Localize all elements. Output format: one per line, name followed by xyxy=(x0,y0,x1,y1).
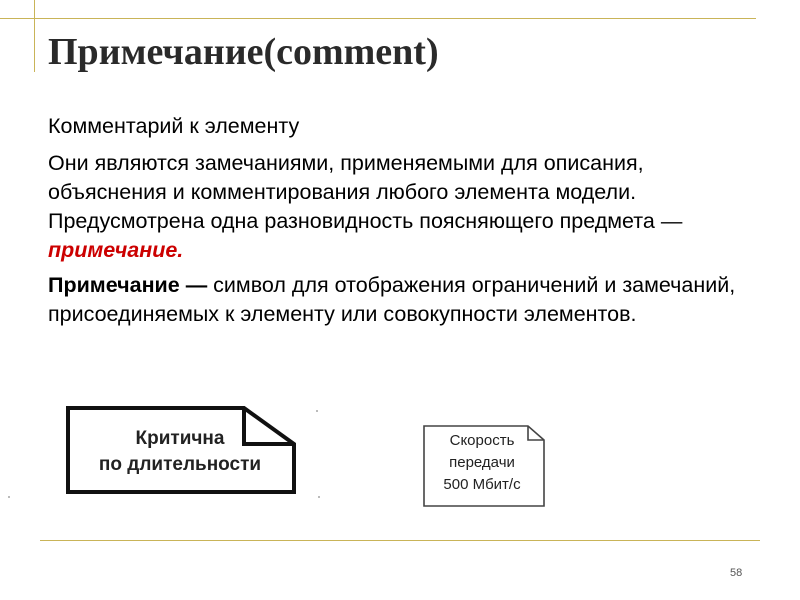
note-right-line2: передачи xyxy=(449,454,515,471)
note-right-line1: Скорость xyxy=(449,432,515,449)
top-rule xyxy=(0,18,756,19)
note-left-line2: по длительности xyxy=(98,454,262,475)
note-left-line1: Критична xyxy=(135,428,225,449)
note-symbol-speed xyxy=(420,424,548,513)
note-right-line3: 500 Мбит/с xyxy=(443,476,521,493)
paragraph-definition xyxy=(48,271,748,329)
bottom-rule xyxy=(40,540,760,541)
left-rule xyxy=(34,0,35,72)
page-number: 58 xyxy=(730,567,743,579)
slide-content xyxy=(48,112,748,335)
speck-dot xyxy=(318,496,320,498)
paragraph-description xyxy=(48,149,748,265)
accent-term: примечание. xyxy=(48,238,184,262)
slide-title: Примечание(comment) xyxy=(48,31,439,73)
subheading: Комментарий к элементу xyxy=(48,114,300,138)
speck-dot xyxy=(316,410,318,412)
note-symbol-critical xyxy=(64,404,300,501)
paragraph-description-text: Они являются замечаниями, применяемыми для описания, объяснения и комментирования любого элемента модели. Предусмотрена одна разновидность поясняющего предмета — xyxy=(48,151,683,233)
definition-text: символ для отображения ограничений и замечаний, присоединяемых к элементу или совокупности элементов. xyxy=(48,273,736,326)
definition-term: Примечание — xyxy=(48,273,208,297)
speck-dot xyxy=(8,496,10,498)
